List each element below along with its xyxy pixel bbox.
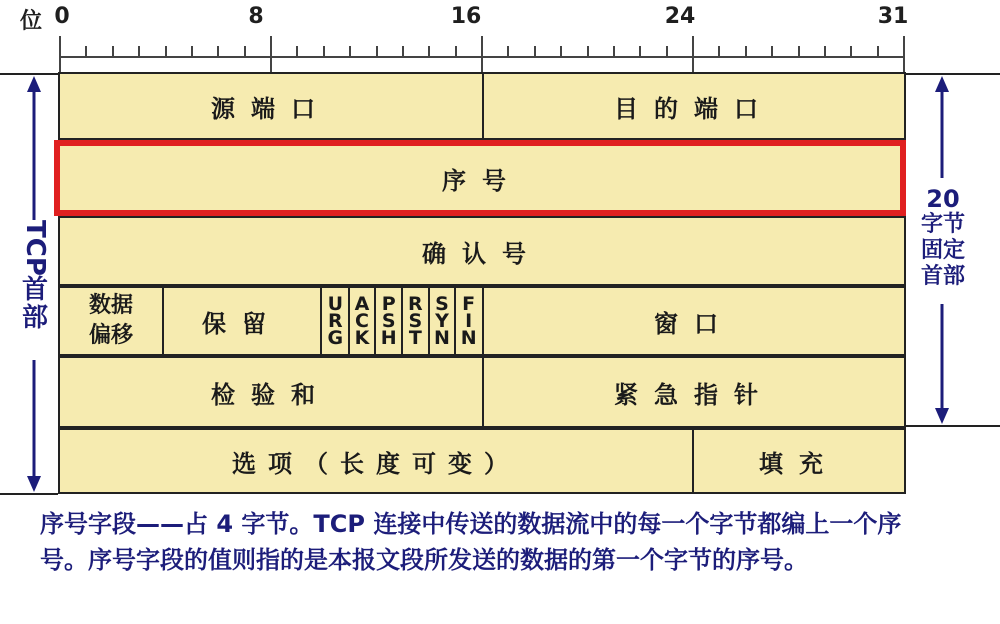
fixed-header-bytes: 20: [926, 185, 960, 213]
ruler-tick: [903, 36, 905, 72]
ruler-tick: [402, 46, 404, 58]
ruler-tick: [296, 46, 298, 58]
bit-label-16: 16: [450, 4, 482, 29]
ruler-tick: [217, 46, 219, 58]
flag-bit: [349, 288, 376, 354]
ruler-tick: [138, 46, 140, 58]
flag-letter: F: [462, 292, 476, 315]
ruler-tick: [639, 46, 641, 58]
tcp-label: TCP: [20, 220, 50, 276]
urgent-pointer-field: 紧急指针: [614, 380, 774, 409]
ruler-tick: [455, 46, 457, 58]
row-ack-number: [58, 216, 906, 286]
checksum-field: 检验和: [211, 380, 331, 409]
divider: [348, 288, 350, 354]
ruler-tick: [587, 46, 589, 58]
ruler-tick: [560, 46, 562, 58]
flag-letter: R: [408, 292, 423, 315]
ack-number-field: 确认号: [422, 239, 542, 268]
ruler-tick: [85, 46, 87, 58]
window-field: 窗口: [654, 309, 734, 338]
ruler-tick: [349, 46, 351, 58]
ruler-tick: [428, 46, 430, 58]
flag-letter: N: [460, 326, 477, 349]
ruler-tick: [165, 46, 167, 58]
flag-letter: A: [354, 292, 370, 315]
flag-letter: I: [465, 309, 473, 332]
data-offset-line1: 数据: [88, 293, 133, 318]
flag-letter: S: [408, 309, 423, 332]
flag-bit: [402, 288, 429, 354]
row-options: [58, 428, 906, 494]
flag-letter: K: [354, 326, 370, 349]
ruler-tick: [850, 46, 852, 58]
divider: [374, 288, 376, 354]
tcp-label-bu: 部: [21, 302, 48, 333]
flag-letter: S: [381, 309, 396, 332]
bit-label-24: 24: [664, 4, 696, 29]
ruler-tick: [877, 46, 879, 58]
tcp-header-label: [16, 220, 54, 332]
divider: [428, 288, 430, 354]
options-field: 选项（长度可变）: [232, 449, 520, 478]
ruler-tick: [323, 46, 325, 58]
divider: [454, 288, 456, 354]
ruler-tick: [718, 46, 720, 58]
sequence-number-field: 序号: [442, 166, 522, 195]
data-offset-line2: 偏移: [88, 323, 133, 348]
flag-letter: U: [327, 292, 344, 315]
arrow-up-icon: [27, 76, 41, 92]
caption-text: 序号字段——占 4 字节。TCP 连接中传送的数据流中的每一个字节都编上一个序号。序号字段的值则指的是本报文段所发送的数据的第一个字节的序号。: [40, 510, 902, 574]
bit-label-31: 31: [877, 4, 909, 29]
flag-letter: N: [434, 326, 450, 349]
reserved-field: 保留: [202, 309, 282, 338]
flag-letter: G: [327, 326, 344, 349]
ruler-tick: [191, 46, 193, 58]
ruler-tick: [824, 46, 826, 58]
fixed-header-line1: 字节: [920, 212, 965, 237]
ruler-tick: [376, 46, 378, 58]
destination-port-field: 目的端口: [614, 94, 774, 123]
ruler-tick: [745, 46, 747, 58]
flag-letter: Y: [435, 309, 449, 332]
bit-label-8: 8: [248, 4, 264, 29]
bit-label-0: 0: [54, 4, 70, 29]
padding-field: 填充: [759, 449, 839, 478]
bit-unit-label: 位: [20, 9, 43, 34]
ruler-tick: [666, 46, 668, 58]
divider: [401, 288, 403, 354]
ruler-tick: [507, 46, 509, 58]
fixed-header-line2: 固定: [920, 238, 965, 263]
flag-letter: T: [408, 326, 422, 349]
ruler-tick: [692, 36, 694, 72]
flag-bit: [322, 288, 349, 354]
source-port-field: 源端口: [211, 94, 331, 123]
arrow-down-icon: [935, 408, 949, 424]
ruler-tick: [534, 46, 536, 58]
flag-bit: [455, 288, 482, 354]
ruler-tick: [59, 36, 61, 72]
ruler-tick: [613, 46, 615, 58]
tcp-label-shou: 首: [21, 274, 48, 305]
data-offset-field: [60, 288, 162, 354]
row-checksum: [58, 356, 906, 428]
flag-bit: [429, 288, 456, 354]
ruler-tick: [244, 46, 246, 58]
flag-letter: H: [380, 326, 397, 349]
ruler-tick: [112, 46, 114, 58]
ruler-tick: [771, 46, 773, 58]
fixed-header-label: [908, 186, 978, 290]
flag-letter: S: [435, 292, 449, 315]
flag-letter: C: [355, 309, 369, 332]
row-ports: [58, 72, 906, 140]
flag-letter: R: [328, 309, 343, 332]
row-control: [58, 286, 906, 356]
fixed-header-line3: 首部: [920, 264, 965, 289]
arrow-up-icon: [935, 76, 949, 92]
flag-bit: [375, 288, 402, 354]
sequence-number-highlight: [54, 140, 906, 216]
flag-letter: P: [381, 292, 396, 315]
arrow-down-icon: [27, 476, 41, 492]
ruler-tick: [481, 36, 483, 72]
ruler-tick: [798, 46, 800, 58]
ruler-tick: [270, 36, 272, 72]
